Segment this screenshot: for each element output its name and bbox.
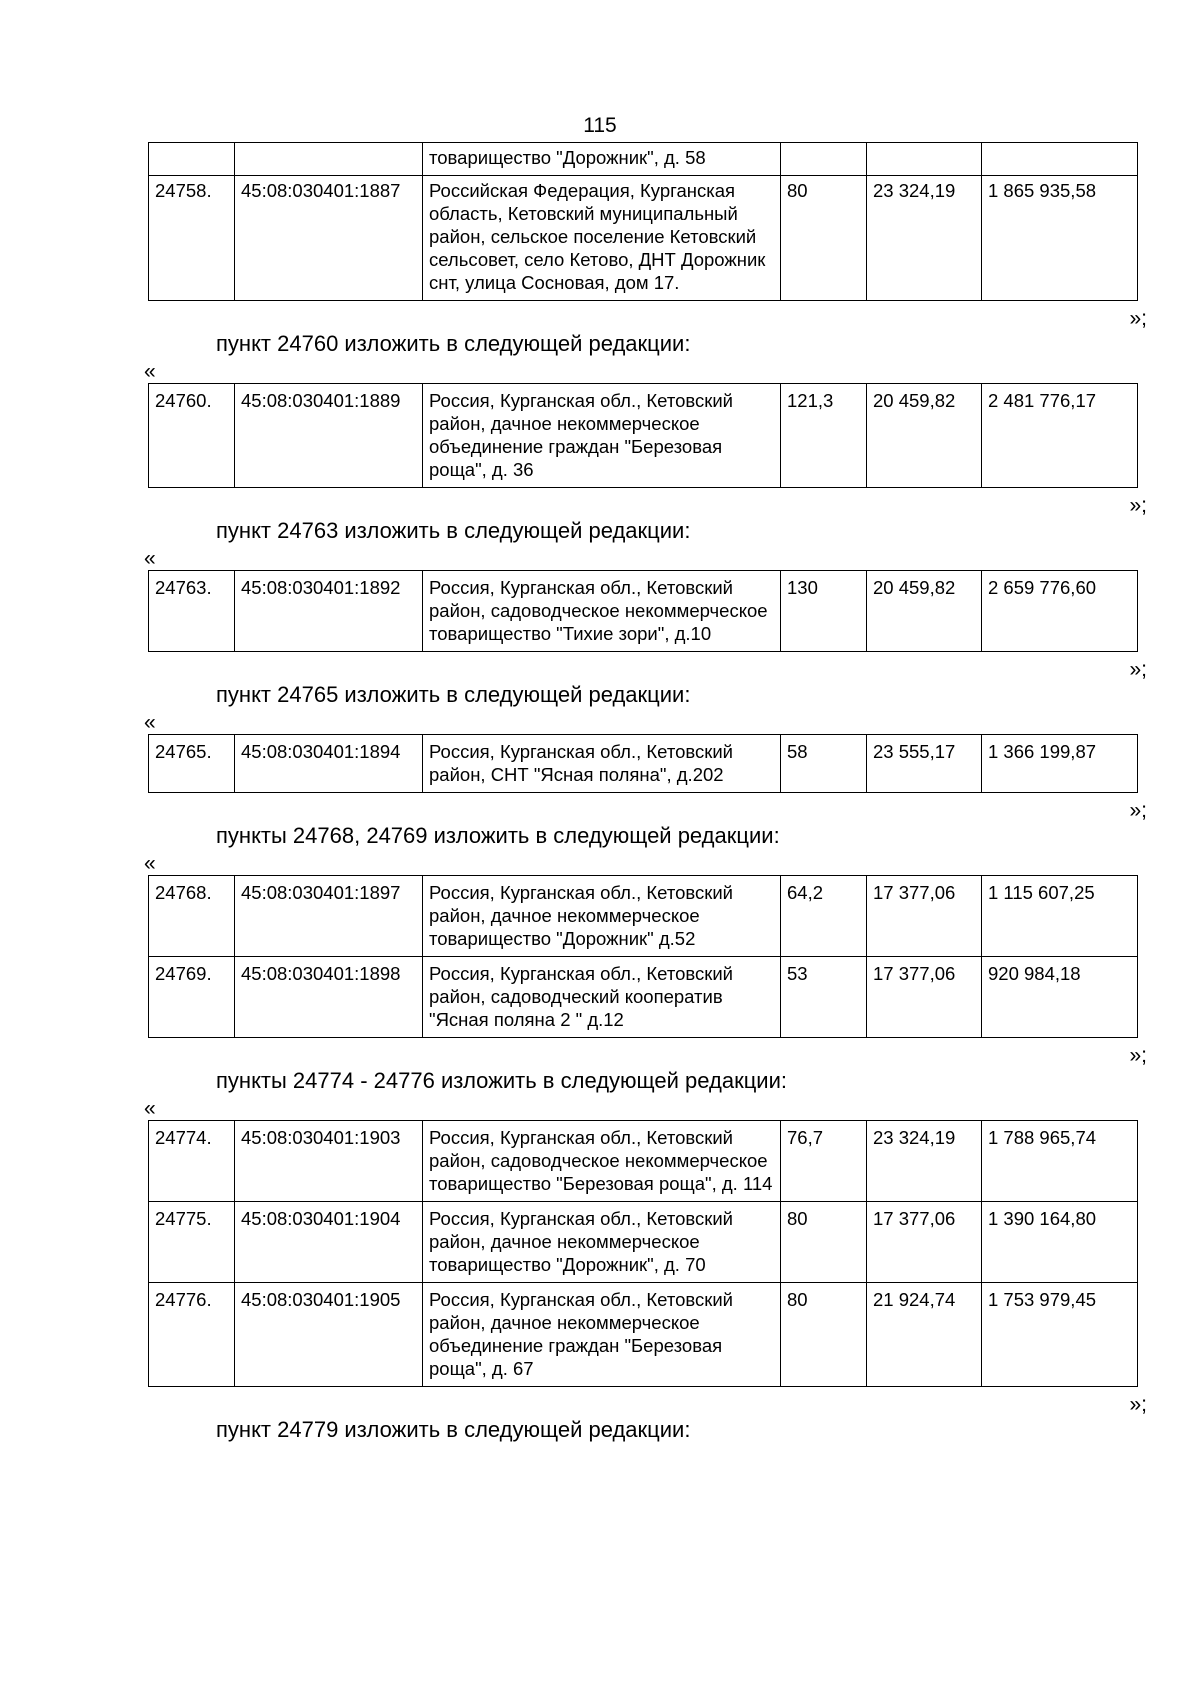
- cell-cadastral-number: 45:08:030401:1894: [235, 735, 423, 793]
- cell-address: Россия, Курганская обл., Кетовский район, СНТ "Ясная поляна", д.202: [423, 735, 781, 793]
- cell-cadastral-number: 45:08:030401:1897: [235, 876, 423, 957]
- cell-cadastral-number: 45:08:030401:1905: [235, 1283, 423, 1387]
- cell-cadastral-value-per-unit: 23 555,17: [867, 735, 982, 793]
- opening-quote: «: [144, 360, 156, 383]
- table-row: [149, 876, 1138, 957]
- cell-address: Россия, Курганская обл., Кетовский район, дачное некоммерческое объединение граждан "Березовая роща", д. 67: [423, 1283, 781, 1387]
- amendment-instruction: пункт 24779 изложить в следующей редакции:: [216, 1417, 691, 1442]
- amendment-instruction: пункты 24774 - 24776 изложить в следующей редакции:: [216, 1068, 788, 1093]
- table-row: [149, 176, 1138, 301]
- closing-quote: »;: [1129, 658, 1147, 681]
- cell-address: Россия, Курганская обл., Кетовский район, дачное некоммерческое объединение граждан "Березовая роща", д. 36: [423, 384, 781, 488]
- cell-cadastral-value: 1 390 164,80: [982, 1202, 1138, 1283]
- cell-cadastral-number: 45:08:030401:1892: [235, 571, 423, 652]
- cell-address: Россия, Курганская обл., Кетовский район, садоводческий кооператив "Ясная поляна 2 " д.12: [423, 957, 781, 1038]
- cell-cadastral-value-per-unit: 20 459,82: [867, 384, 982, 488]
- cell-row-number: [149, 143, 235, 176]
- cell-cadastral-value-per-unit: 20 459,82: [867, 571, 982, 652]
- closing-quote: »;: [1129, 1393, 1147, 1416]
- table-row: [149, 735, 1138, 793]
- cell-row-number: 24760.: [149, 384, 235, 488]
- cell-area: 80: [781, 176, 867, 301]
- table-row: [149, 1283, 1138, 1387]
- cell-cadastral-value-per-unit: 17 377,06: [867, 1202, 982, 1283]
- cell-cadastral-value-per-unit: 17 377,06: [867, 957, 982, 1038]
- cell-cadastral-value: 1 115 607,25: [982, 876, 1138, 957]
- table-row: [149, 143, 1138, 176]
- cell-address: Россия, Курганская обл., Кетовский район, садоводческое некоммерческое товарищество "Тихие зори", д.10: [423, 571, 781, 652]
- cell-cadastral-value-per-unit: 17 377,06: [867, 876, 982, 957]
- table-row: [149, 571, 1138, 652]
- cell-area: 130: [781, 571, 867, 652]
- document-body: [144, 142, 1147, 1443]
- table-row: [149, 957, 1138, 1038]
- cell-cadastral-value: 920 984,18: [982, 957, 1138, 1038]
- cell-row-number: 24765.: [149, 735, 235, 793]
- cell-address: Россия, Курганская обл., Кетовский район, садоводческое некоммерческое товарищество "Березовая роща", д. 114: [423, 1121, 781, 1202]
- cell-area: 64,2: [781, 876, 867, 957]
- closing-quote: »;: [1129, 307, 1147, 330]
- cell-area: 53: [781, 957, 867, 1038]
- cell-cadastral-number: 45:08:030401:1889: [235, 384, 423, 488]
- cell-cadastral-value: 1 366 199,87: [982, 735, 1138, 793]
- cell-address: Российская Федерация, Курганская область, Кетовский муниципальный район, сельское поселение Кетовский сельсовет, село Кетово, ДНТ Дорожник снт, улица Сосновая, дом 17.: [423, 176, 781, 301]
- cell-row-number: 24775.: [149, 1202, 235, 1283]
- cell-area: 80: [781, 1283, 867, 1387]
- amendment-instruction: пункт 24763 изложить в следующей редакции:: [216, 518, 691, 543]
- cell-cadastral-value: 2 659 776,60: [982, 571, 1138, 652]
- cell-cadastral-value-per-unit: 21 924,74: [867, 1283, 982, 1387]
- page-number: 115: [583, 114, 617, 137]
- cell-cadastral-number: 45:08:030401:1903: [235, 1121, 423, 1202]
- cell-row-number: 24758.: [149, 176, 235, 301]
- cell-row-number: 24774.: [149, 1121, 235, 1202]
- cell-area: 121,3: [781, 384, 867, 488]
- cell-cadastral-value: 1 753 979,45: [982, 1283, 1138, 1387]
- cell-area: [781, 143, 867, 176]
- cell-address: Россия, Курганская обл., Кетовский район, дачное некоммерческое товарищество "Дорожник", д. 70: [423, 1202, 781, 1283]
- table-row: [149, 1202, 1138, 1283]
- cell-cadastral-number: 45:08:030401:1904: [235, 1202, 423, 1283]
- cell-area: 76,7: [781, 1121, 867, 1202]
- amendment-instruction: пункт 24765 изложить в следующей редакции:: [216, 682, 691, 707]
- cell-cadastral-value: [982, 143, 1138, 176]
- closing-quote: »;: [1129, 494, 1147, 517]
- cell-cadastral-value: 1 788 965,74: [982, 1121, 1138, 1202]
- amendment-instruction: пункты 24768, 24769 изложить в следующей редакции:: [216, 823, 780, 848]
- cell-row-number: 24768.: [149, 876, 235, 957]
- cell-area: 80: [781, 1202, 867, 1283]
- cell-cadastral-value: 2 481 776,17: [982, 384, 1138, 488]
- cell-row-number: 24769.: [149, 957, 235, 1038]
- registry-table: [148, 1120, 1138, 1387]
- cell-address: Россия, Курганская обл., Кетовский район, дачное некоммерческое товарищество "Дорожник" д.52: [423, 876, 781, 957]
- cell-area: 58: [781, 735, 867, 793]
- registry-table: [148, 383, 1138, 488]
- closing-quote: »;: [1129, 1044, 1147, 1067]
- cell-cadastral-value-per-unit: 23 324,19: [867, 176, 982, 301]
- cell-cadastral-value-per-unit: [867, 143, 982, 176]
- opening-quote: «: [144, 1097, 156, 1120]
- cell-address: товарищество "Дорожник", д. 58: [423, 143, 781, 176]
- opening-quote: «: [144, 547, 156, 570]
- cell-row-number: 24763.: [149, 571, 235, 652]
- registry-table: [148, 570, 1138, 652]
- cell-cadastral-number: [235, 143, 423, 176]
- amendment-instruction: пункт 24760 изложить в следующей редакции:: [216, 331, 691, 356]
- cell-cadastral-value: 1 865 935,58: [982, 176, 1138, 301]
- cell-cadastral-number: 45:08:030401:1898: [235, 957, 423, 1038]
- registry-table: [148, 734, 1138, 793]
- table-row: [149, 1121, 1138, 1202]
- closing-quote: »;: [1129, 799, 1147, 822]
- opening-quote: «: [144, 852, 156, 875]
- opening-quote: «: [144, 711, 156, 734]
- cell-row-number: 24776.: [149, 1283, 235, 1387]
- registry-table: [148, 875, 1138, 1038]
- table-row: [149, 384, 1138, 488]
- registry-table: [148, 142, 1138, 301]
- cell-cadastral-value-per-unit: 23 324,19: [867, 1121, 982, 1202]
- cell-cadastral-number: 45:08:030401:1887: [235, 176, 423, 301]
